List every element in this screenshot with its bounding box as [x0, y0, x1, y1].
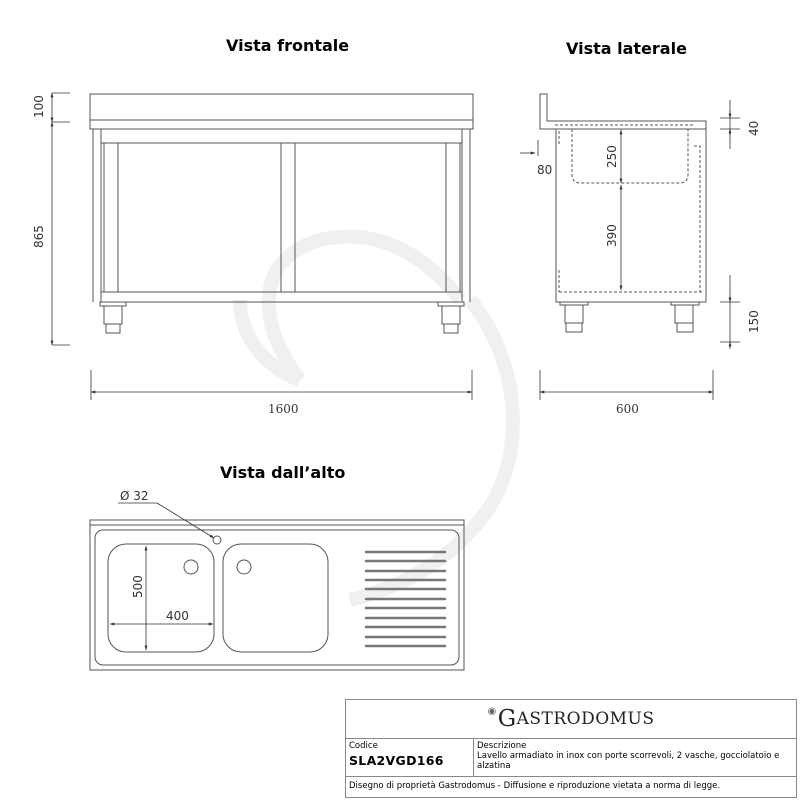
brand-initial: G — [497, 706, 517, 732]
brand-rest: ASTRODOMUS — [516, 709, 655, 729]
title-block — [345, 699, 797, 798]
dim-backsplash-thickness: 80 — [537, 163, 553, 177]
side-dimensions — [520, 100, 740, 400]
dim-backsplash-height: 100 — [32, 95, 46, 118]
dim-hole-diameter: Ø 32 — [120, 489, 149, 503]
description-label: Descrizione — [477, 741, 527, 751]
dim-leg-height: 150 — [747, 310, 761, 333]
dim-total-depth: 600 — [616, 402, 639, 416]
dim-total-width: 1600 — [268, 402, 299, 416]
dim-basin-depth-top: 500 — [131, 575, 145, 598]
front-view-drawing — [90, 94, 473, 333]
dim-top-thickness: 40 — [747, 120, 761, 136]
dim-under-basin: 390 — [605, 224, 619, 247]
code-label: Codice — [349, 741, 378, 751]
product-description: Lavello armadiato in inox con porte scorrevoli, 2 vasche, gocciolatoio e alzatina — [477, 751, 780, 771]
brand-logo — [346, 700, 796, 739]
product-code: SLA2VGD166 — [349, 753, 444, 768]
dim-basin-depth: 250 — [605, 145, 619, 168]
dim-basin-width: 400 — [166, 609, 189, 623]
dim-working-height: 865 — [32, 225, 46, 248]
copyright-notice: Disegno di proprietà Gastrodomus - Diffusione e riproduzione vietata a norma di legge. — [349, 781, 721, 791]
top-view-title: Vista dall’alto — [220, 463, 346, 482]
chef-hat-icon: ◉ — [487, 705, 497, 717]
side-view-drawing — [540, 94, 706, 332]
front-view-title: Vista frontale — [226, 36, 350, 55]
side-view-title: Vista laterale — [566, 39, 687, 58]
